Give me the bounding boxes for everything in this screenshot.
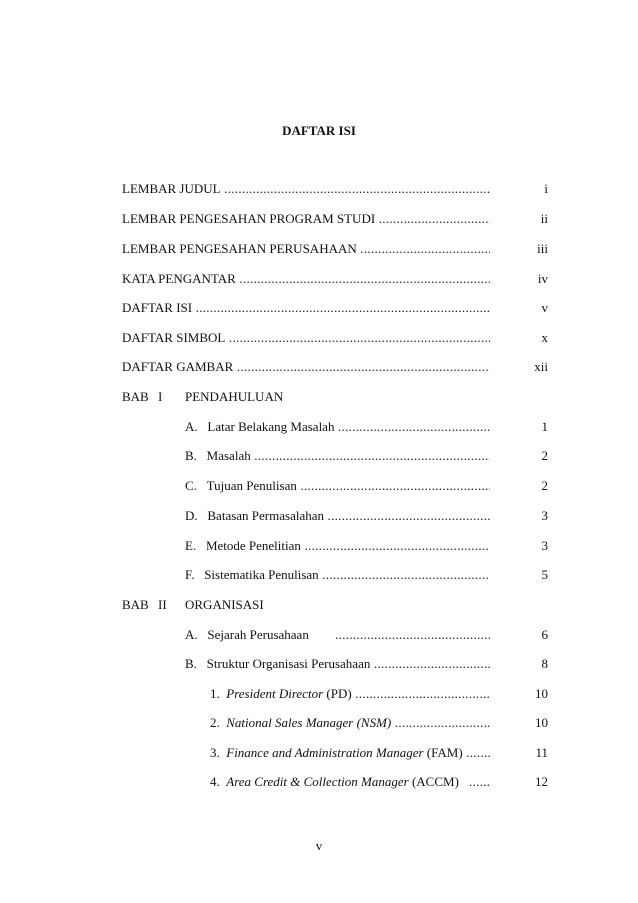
subsection-text-suffix: (ACCM) bbox=[408, 774, 459, 789]
toc-section-1a[interactable] bbox=[185, 418, 548, 436]
toc-section-label bbox=[185, 447, 490, 465]
toc-entry-page: iii bbox=[537, 241, 548, 256]
subsection-text-italic: National Sales Manager (NSM) bbox=[226, 715, 392, 730]
toc-section-1d[interactable] bbox=[185, 507, 548, 525]
chapter-bab-label: BAB bbox=[122, 389, 149, 404]
toc-entry-daftar-gambar[interactable] bbox=[122, 358, 548, 376]
toc-entry-page: x bbox=[541, 330, 548, 345]
section-text: Sejarah Perusahaan bbox=[207, 627, 309, 642]
toc-entry-page: ii bbox=[540, 211, 548, 226]
toc-section-page: 3 bbox=[541, 508, 548, 523]
toc-subsection-2b2[interactable] bbox=[210, 714, 548, 732]
toc-subsection-page: 12 bbox=[535, 774, 548, 789]
subsection-text-italic: President Director bbox=[226, 686, 324, 701]
toc-entry-page: iv bbox=[537, 271, 548, 286]
toc-section-page: 2 bbox=[541, 478, 548, 493]
toc-subsection-page: 10 bbox=[535, 715, 548, 730]
toc-section-label bbox=[185, 537, 490, 555]
chapter-number: II bbox=[158, 597, 167, 612]
section-marker: A. bbox=[185, 627, 198, 642]
toc-section-2b[interactable] bbox=[185, 655, 548, 673]
toc-subsection-page: 10 bbox=[535, 686, 548, 701]
toc-entry-label: DAFTAR GAMBAR ..... bbox=[122, 358, 490, 376]
chapter-heading-2[interactable] bbox=[0, 596, 638, 614]
toc-section-1f[interactable] bbox=[185, 566, 548, 584]
toc-entry-page: xii bbox=[534, 359, 548, 374]
toc-entry-label: DAFTAR ISI ..... bbox=[122, 299, 490, 317]
section-text: Tujuan Penulisan bbox=[206, 478, 297, 493]
toc-entry-label: KATA PENGANTAR ..... bbox=[122, 270, 490, 288]
toc-section-page: 1 bbox=[541, 419, 548, 434]
section-text: Masalah bbox=[206, 448, 251, 463]
chapter-title: ORGANISASI bbox=[185, 597, 264, 612]
toc-section-label bbox=[185, 418, 490, 436]
toc-subsection-2b3[interactable] bbox=[210, 744, 548, 762]
toc-section-page: 2 bbox=[541, 448, 548, 463]
toc-entry-page: i bbox=[544, 181, 548, 196]
subsection-marker: 2. bbox=[210, 715, 220, 730]
toc-section-1b[interactable] bbox=[185, 447, 548, 465]
toc-section-label bbox=[185, 477, 490, 495]
toc-section-1e[interactable] bbox=[185, 537, 548, 555]
toc-subsection-2b4[interactable] bbox=[210, 773, 548, 791]
toc-entry-label: LEMBAR JUDUL ..... bbox=[122, 180, 490, 198]
section-marker: E. bbox=[185, 538, 197, 553]
chapter-bab-label: BAB bbox=[122, 597, 149, 612]
toc-subsection-label bbox=[210, 773, 490, 791]
subsection-text-italic: Finance and Administration Manager bbox=[226, 745, 424, 760]
toc-subsection-label bbox=[210, 685, 490, 703]
chapter-title: PENDAHULUAN bbox=[185, 389, 284, 404]
toc-subsection-page: 11 bbox=[535, 745, 548, 760]
subsection-text-suffix: (PD) bbox=[323, 686, 352, 701]
toc-section-1c[interactable] bbox=[185, 477, 548, 495]
toc-entry-daftar-isi[interactable] bbox=[122, 299, 548, 317]
toc-entry-label: LEMBAR PENGESAHAN PROGRAM STUDI ..... bbox=[122, 210, 490, 228]
toc-section-page: 5 bbox=[541, 567, 548, 582]
subsection-marker: 3. bbox=[210, 745, 220, 760]
toc-section-2a[interactable] bbox=[185, 626, 548, 644]
chapter-heading-1[interactable] bbox=[0, 388, 638, 406]
toc-entry-pengesahan-perusahaan[interactable] bbox=[122, 240, 548, 258]
toc-section-label bbox=[185, 626, 490, 644]
toc-entry-label: LEMBAR PENGESAHAN PERUSAHAAN ..... bbox=[122, 240, 490, 258]
section-text: Struktur Organisasi Perusahaan bbox=[206, 656, 371, 671]
toc-section-label bbox=[185, 566, 490, 584]
toc-subsection-2b1[interactable] bbox=[210, 685, 548, 703]
subsection-text-suffix: (FAM) bbox=[423, 745, 463, 760]
toc-entry-lembar-judul[interactable] bbox=[122, 180, 548, 198]
toc-section-page: 8 bbox=[541, 656, 548, 671]
section-marker: D. bbox=[185, 508, 198, 523]
section-marker: B. bbox=[185, 656, 197, 671]
section-text: Batasan Permasalahan bbox=[207, 508, 324, 523]
subsection-text-italic: Area Credit & Collection Manager bbox=[226, 774, 409, 789]
toc-entry-kata-pengantar[interactable] bbox=[122, 270, 548, 288]
subsection-marker: 1. bbox=[210, 686, 220, 701]
section-marker: B. bbox=[185, 448, 197, 463]
toc-section-label bbox=[185, 655, 490, 673]
toc-subsection-label bbox=[210, 744, 490, 762]
section-text: Latar Belakang Masalah bbox=[207, 419, 335, 434]
toc-entry-page: v bbox=[541, 300, 548, 315]
section-text: Sistematika Penulisan bbox=[204, 567, 319, 582]
toc-subsection-label bbox=[210, 714, 490, 732]
subsection-marker: 4. bbox=[210, 774, 220, 789]
section-marker: C. bbox=[185, 478, 197, 493]
toc-section-page: 3 bbox=[541, 538, 548, 553]
toc-section-label bbox=[185, 507, 490, 525]
toc-title: DAFTAR ISI bbox=[282, 123, 356, 138]
page-number: v bbox=[315, 838, 323, 853]
section-text: Metode Penelitian bbox=[205, 538, 301, 553]
toc-entry-label: DAFTAR SIMBOL ..... bbox=[122, 329, 490, 347]
toc-section-page: 6 bbox=[541, 627, 548, 642]
section-marker: A. bbox=[185, 419, 198, 434]
chapter-number: I bbox=[158, 389, 163, 404]
section-marker: F. bbox=[185, 567, 195, 582]
toc-entry-daftar-simbol[interactable] bbox=[122, 329, 548, 347]
toc-entry-pengesahan-prodi[interactable] bbox=[122, 210, 548, 228]
